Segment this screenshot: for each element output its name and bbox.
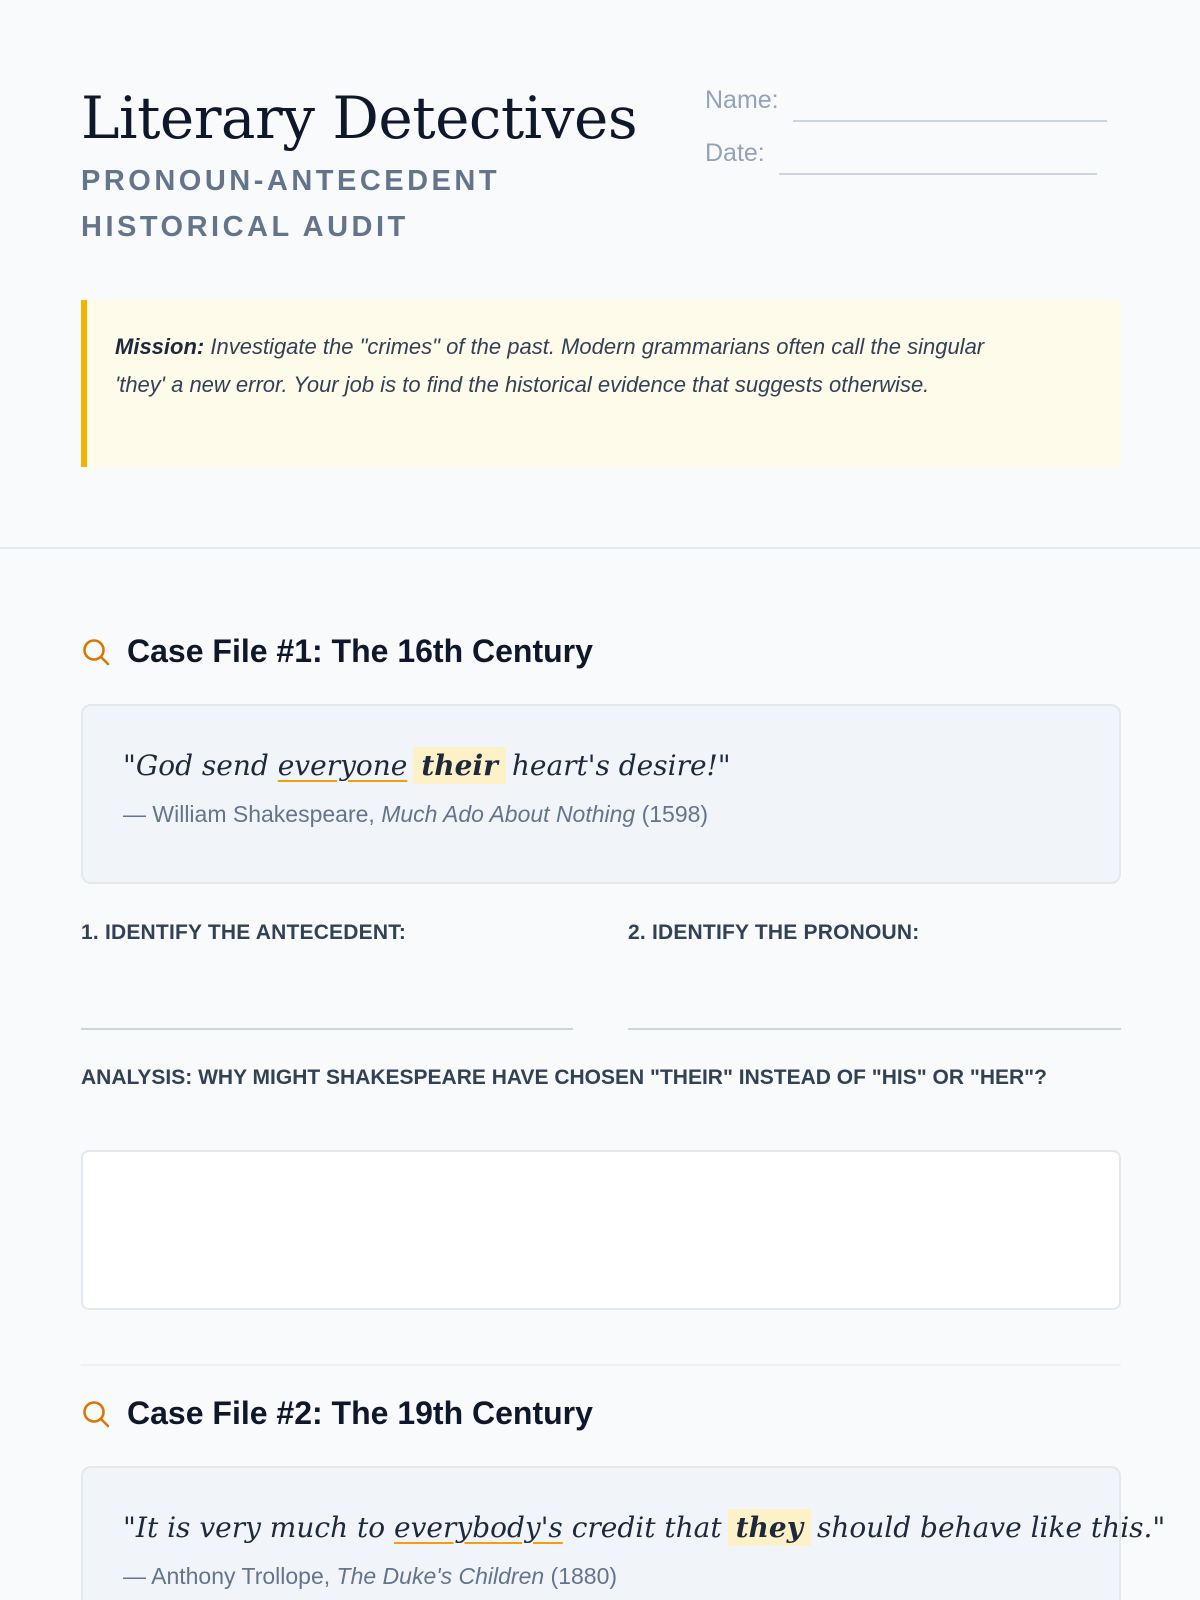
quote-part: heart's desire!": [511, 749, 731, 782]
quote-part: "It is very much to: [123, 1511, 395, 1544]
analysis-label: ANALYSIS: WHY MIGHT SHAKESPEARE HAVE CHOSEN "THEIR" INSTEAD OF "HIS" OR "HER"?: [81, 1066, 1047, 1089]
quote-part: "God send: [123, 749, 278, 782]
citation-author: — Anthony Trollope,: [123, 1563, 337, 1589]
date-field[interactable]: [705, 137, 1097, 169]
citation-work: Much Ado About Nothing: [381, 801, 636, 827]
date-label: Date:: [705, 139, 765, 167]
quote-card: [81, 704, 1121, 884]
pronoun-answer-line[interactable]: [628, 1028, 1121, 1030]
case-separator: [81, 1364, 1121, 1366]
name-line[interactable]: [793, 120, 1107, 122]
quote-text: [123, 1508, 1166, 1548]
case-title-text: Case File #2: The 19th Century: [127, 1395, 593, 1431]
search-icon: [81, 1399, 111, 1429]
date-line[interactable]: [779, 173, 1097, 175]
antecedent-word: everyone: [277, 749, 408, 782]
name-label: Name:: [705, 86, 779, 114]
worksheet-header: [81, 80, 1121, 250]
mission-text: Investigate the "crimes" of the past. Modern grammarians often call the singular 'they' a new error. Your job is to find the historical evidence that suggests otherwise.: [115, 334, 985, 397]
citation-year: (1598): [635, 801, 709, 827]
section-divider: [0, 547, 1200, 549]
case-file-1-title: [81, 633, 593, 670]
antecedent-answer-line[interactable]: [81, 1028, 573, 1030]
page-title: Literary Detectives: [81, 84, 638, 152]
quote-part: should behave like this.": [816, 1511, 1166, 1544]
page-subtitle: PRONOUN-ANTECEDENT HISTORICAL AUDIT: [81, 165, 501, 243]
case-title-text: Case File #1: The 16th Century: [127, 633, 593, 669]
pronoun-label: 2. IDENTIFY THE PRONOUN:: [628, 921, 920, 944]
quote-citation: [123, 1560, 1079, 1592]
antecedent-word: everybody's: [394, 1511, 563, 1544]
citation-work: The Duke's Children: [336, 1563, 545, 1589]
pronoun-word: their: [413, 747, 506, 784]
analysis-answer-box[interactable]: [81, 1150, 1121, 1310]
quote-text: [123, 746, 1079, 786]
quote-part: credit that: [562, 1511, 722, 1544]
quote-citation: [123, 798, 1079, 830]
mission-label: Mission:: [115, 334, 205, 359]
antecedent-label: 1. IDENTIFY THE ANTECEDENT:: [81, 921, 407, 944]
mission-callout: [81, 300, 1121, 467]
pronoun-word: they: [728, 1509, 811, 1546]
citation-author: — William Shakespeare,: [123, 801, 382, 827]
case-file-2-title: [81, 1395, 593, 1432]
citation-year: (1880): [544, 1563, 618, 1589]
search-icon: [81, 637, 111, 667]
quote-card: [81, 1466, 1166, 1600]
name-field[interactable]: [705, 84, 1107, 116]
